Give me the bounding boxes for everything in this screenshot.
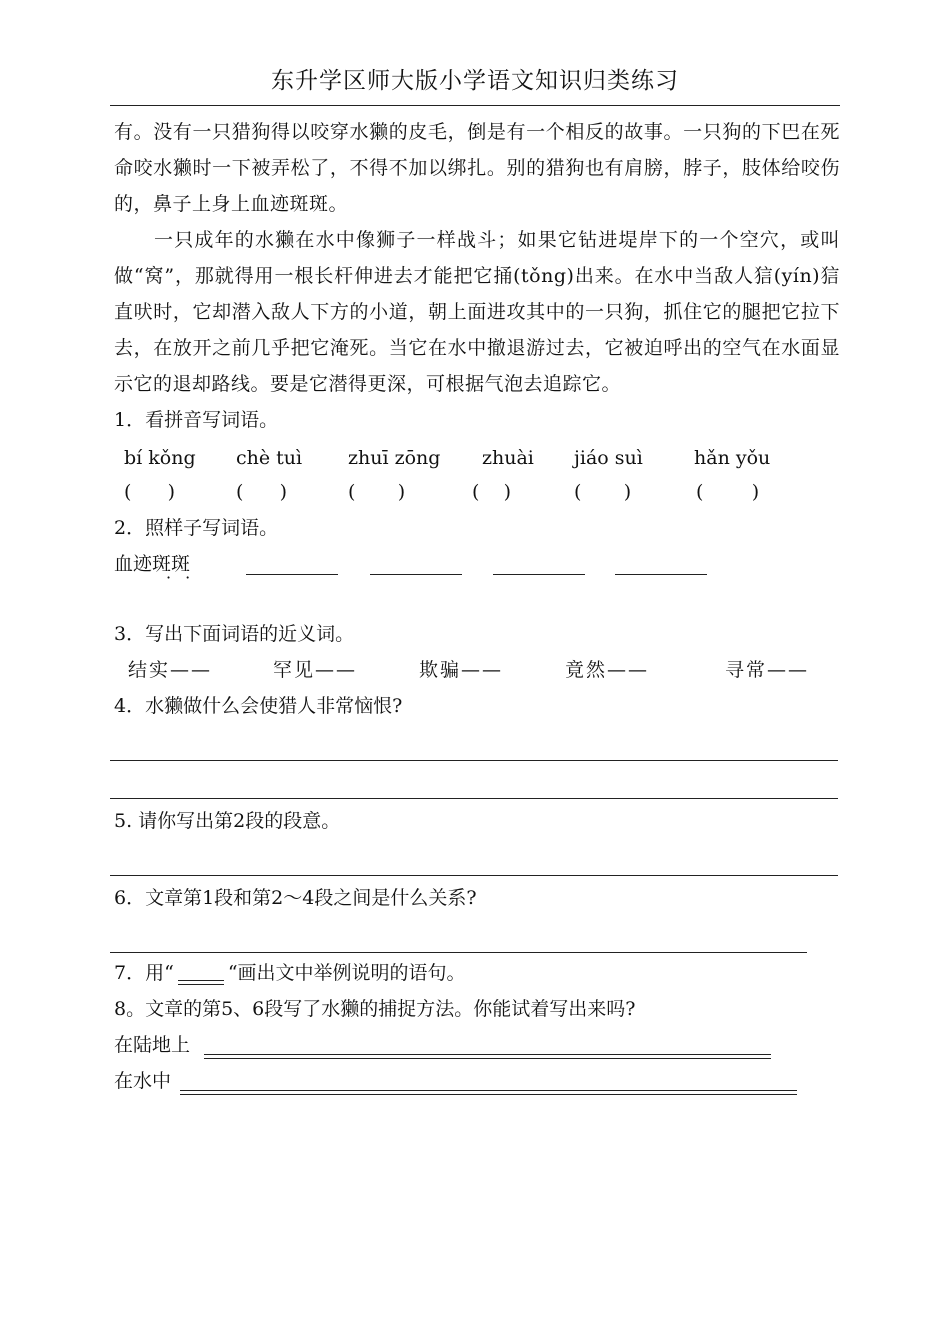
worksheet-content [114,114,840,1099]
answer-paren[interactable]: ( ) [696,481,760,503]
pinyin-item: chè tuì [236,447,303,469]
question-6-label: 6．文章第1段和第2～4段之间是什么关系? [114,887,477,909]
answer-paren[interactable]: ( ) [348,481,406,503]
page-header-title: 东升学区师大版小学语文知识归类练习 [271,68,679,94]
water-answer-line[interactable] [180,1090,797,1095]
header-divider [110,105,840,106]
answer-blank[interactable] [370,574,462,575]
answer-blank[interactable] [615,574,707,575]
question-7-text-before: 7．用“ [114,962,174,984]
double-underline-sample [178,980,224,985]
synonym-item: 罕见—— [273,659,358,681]
sample-word: 血迹斑斑 [114,553,191,575]
question-2-label: 2．照样子写词语。 [114,517,279,539]
question-4-label: 4．水獭做什么会使猎人非常恼恨? [114,695,403,717]
land-answer-row [114,1027,840,1063]
pinyin-item: bí kǒng [124,447,196,469]
synonym-item: 欺骗—— [419,659,504,681]
land-answer-line[interactable] [204,1054,771,1059]
answer-blank[interactable] [493,574,585,575]
sample-word-row [114,546,840,598]
question-3-label: 3．写出下面词语的近义词。 [114,623,355,645]
passage-paragraph-1: 有。没有一只猎狗得以咬穿水獭的皮毛，倒是有一个相反的故事。一只狗的下巴在死命咬水獭时一下被弄松了，不得不加以绑扎。别的猎狗也有肩膀，脖子，肢体给咬伤的，鼻子上身上血迹斑斑。 [114,121,840,215]
question-1-label: 1．看拼音写词语。 [114,409,279,431]
answer-paren[interactable]: ( ) [574,481,632,503]
answer-paren[interactable]: ( ) [472,481,511,503]
synonym-item: 竟然—— [565,659,650,681]
land-label: 在陆地上 [114,1034,191,1056]
synonym-item: 寻常—— [725,659,810,681]
passage-paragraph-2: 一只成年的水獭在水中像狮子一样战斗；如果它钻进堤岸下的一个空穴，或叫做“窝”，那就得用一根长杆伸进去才能把它捅(tǒng)出来。在水中当敌人狺(yín)狺直吠时，它却潜入敌人下方的小道，朝上面进攻其中的一只狗，抓住它的腿把它拉下去，在放开之前几乎把它淹死。当它在水中撤退游过去，它被迫呼出的空气在水面显示它的退却路线。要是它潜得更深，可根据气泡去追踪它。 [114,229,840,395]
answer-parens-row [124,474,840,510]
question-7-text-after: “画出文中举例说明的语句。 [227,962,466,984]
answer-paren[interactable]: ( ) [124,481,176,503]
water-answer-row [114,1063,840,1099]
question-5-label: 5. 请你写出第2段的段意。 [114,810,341,832]
answer-blank[interactable] [246,574,338,575]
pinyin-item: jiáo suì [574,447,643,469]
answer-line[interactable] [110,952,807,953]
emphasis-dots: ·· [166,568,205,587]
answer-paren[interactable]: ( ) [236,481,288,503]
pinyin-row [124,442,840,474]
pinyin-item: zhuài [482,447,534,469]
pinyin-item: zhuī zōng [348,447,441,469]
question-7-label [114,955,840,991]
question-8-label: 8。文章的第5、6段写了水獭的捕捉方法。你能试着写出来吗? [114,998,636,1020]
synonym-row [128,652,840,688]
synonym-item: 结实—— [128,659,213,681]
water-label: 在水中 [114,1070,172,1092]
answer-line[interactable] [110,875,838,876]
pinyin-item: hǎn yǒu [694,447,771,469]
answer-line[interactable] [110,798,838,799]
